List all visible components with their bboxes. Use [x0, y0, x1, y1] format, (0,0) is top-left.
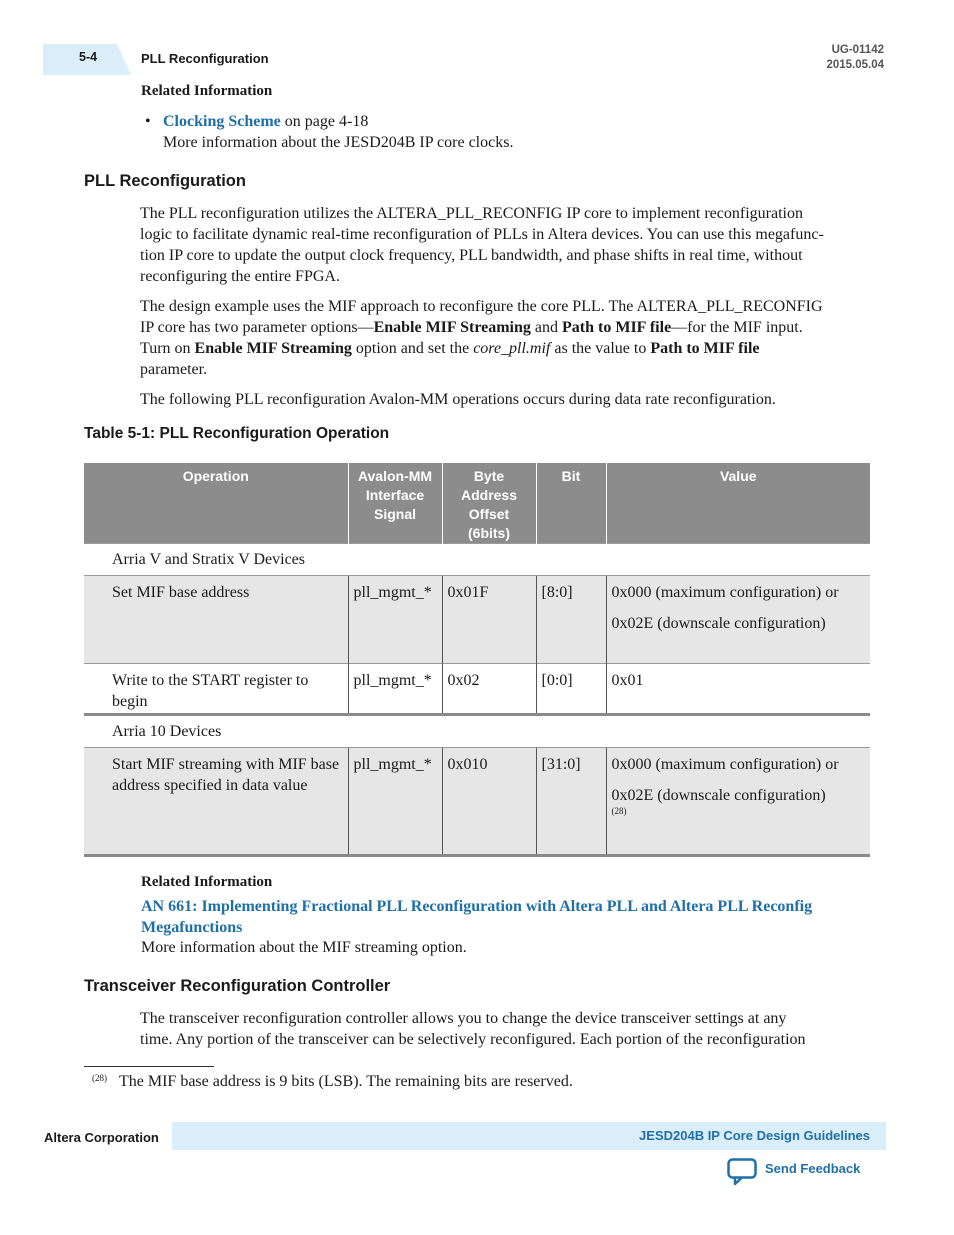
text-line: The design example uses the MIF approach to reconfigure the core PLL. The ALTERA_PLL_RECONFIG: [140, 298, 823, 315]
footnote-reference[interactable]: (28): [611, 806, 627, 816]
cell-operation: Write to the START register to begin: [84, 664, 348, 715]
doc-id: UG-01142: [831, 44, 884, 56]
col-header-signal: Avalon-MM Interface Signal: [348, 463, 442, 544]
footer-band-slant: [158, 1122, 172, 1150]
footer-company: Altera Corporation: [44, 1130, 159, 1145]
section-heading-transceiver: Transceiver Reconfiguration Controller: [84, 977, 391, 995]
cell-signal: pll_mgmt_*: [348, 748, 442, 856]
link-suffix: on page 4-18: [280, 113, 369, 130]
group-label: Arria 10 Devices: [84, 715, 870, 748]
page-number: 5-4: [79, 50, 98, 64]
bullet: •: [145, 113, 151, 130]
col-header-offset: Byte Address Offset (6bits): [442, 463, 536, 544]
text-line: time. Any portion of the transceiver can be selectively reconfigured. Each portion of the reconfiguration: [140, 1031, 806, 1048]
text-line: reconfiguring the entire FPGA.: [140, 268, 340, 285]
text-line: IP core has two parameter options—Enable MIF Streaming and Path to MIF file—for the MIF input.: [140, 319, 803, 336]
pll-reconfig-table: [84, 463, 870, 857]
table-caption: Table 5-1: PLL Reconfiguration Operation: [84, 425, 390, 442]
col-header-bit: Bit: [536, 463, 606, 544]
cell-signal: pll_mgmt_*: [348, 576, 442, 664]
text-line: The transceiver reconfiguration controller allows you to change the device transceiver settings at any: [140, 1010, 787, 1027]
text-line: parameter.: [140, 361, 208, 378]
related-information-label: Related Information: [141, 874, 273, 890]
group-label: Arria V and Stratix V Devices: [84, 544, 870, 576]
text-line: Turn on Enable MIF Streaming option and set the core_pll.mif as the value to Path to MIF file: [140, 340, 760, 357]
section-heading-pll: PLL Reconfiguration: [84, 172, 246, 190]
related-information-label: Related Information: [141, 83, 273, 99]
feedback-icon[interactable]: [727, 1158, 757, 1191]
cell-bit: [31:0]: [536, 748, 606, 856]
cell-bit: [8:0]: [536, 576, 606, 664]
pll-paragraph-1: [140, 203, 824, 287]
table-group-row: [84, 715, 870, 748]
cell-value: 0x01: [606, 664, 870, 715]
cell-signal: pll_mgmt_*: [348, 664, 442, 715]
footnote-mark: (28): [92, 1073, 107, 1083]
related-desc: More information about the MIF streaming option.: [141, 939, 467, 956]
an661-link[interactable]: AN 661: Implementing Fractional PLL Reconfiguration with Altera PLL and Altera PLL Reconfig Megafunctions: [141, 898, 813, 936]
cell-operation: Set MIF base address: [84, 576, 348, 664]
doc-date: 2015.05.04: [826, 59, 884, 71]
clocking-scheme-link[interactable]: Clocking Scheme: [163, 113, 281, 130]
pll-paragraph-3: The following PLL reconfiguration Avalon-MM operations occurs during data rate reconfiguration.: [140, 391, 776, 408]
pll-paragraph-2: [140, 296, 823, 380]
cell-offset: 0x010: [442, 748, 536, 856]
table-header-row: [84, 463, 870, 544]
col-header-value: Value: [606, 463, 870, 544]
cell-value: 0x000 (maximum configuration) or 0x02E (downscale configuration) (28): [606, 748, 870, 856]
running-header-title: PLL Reconfiguration: [141, 51, 269, 66]
table-row: [84, 576, 870, 664]
footnote-rule: [84, 1066, 214, 1067]
text-line: tion IP core to update the output clock frequency, PLL bandwidth, and phase shifts in real time, without: [140, 247, 803, 264]
text-line: logic to facilitate dynamic real-time reconfiguration of PLLs in Altera devices. You can use this megafunc-: [140, 226, 824, 243]
table-group-row: [84, 544, 870, 576]
col-header-operation: Operation: [84, 463, 348, 544]
cell-bit: [0:0]: [536, 664, 606, 715]
related-desc: More information about the JESD204B IP core clocks.: [163, 134, 514, 151]
cell-operation: Start MIF streaming with MIF base address specified in data value: [84, 748, 348, 856]
related-link-line: [163, 111, 368, 132]
cell-offset: 0x01F: [442, 576, 536, 664]
text-line: The PLL reconfiguration utilizes the ALTERA_PLL_RECONFIG IP core to implement reconfiguration: [140, 205, 803, 222]
cell-offset: 0x02: [442, 664, 536, 715]
table-row: [84, 664, 870, 715]
cell-value: 0x000 (maximum configuration) or 0x02E (downscale configuration): [606, 576, 870, 664]
transceiver-paragraph: [140, 1008, 806, 1050]
footer-doc-title[interactable]: JESD204B IP Core Design Guidelines: [639, 1128, 870, 1143]
table-row: [84, 748, 870, 856]
document-id: [826, 43, 884, 73]
send-feedback-link[interactable]: Send Feedback: [765, 1161, 861, 1176]
footnote-text: The MIF base address is 9 bits (LSB). The remaining bits are reserved.: [119, 1073, 573, 1090]
